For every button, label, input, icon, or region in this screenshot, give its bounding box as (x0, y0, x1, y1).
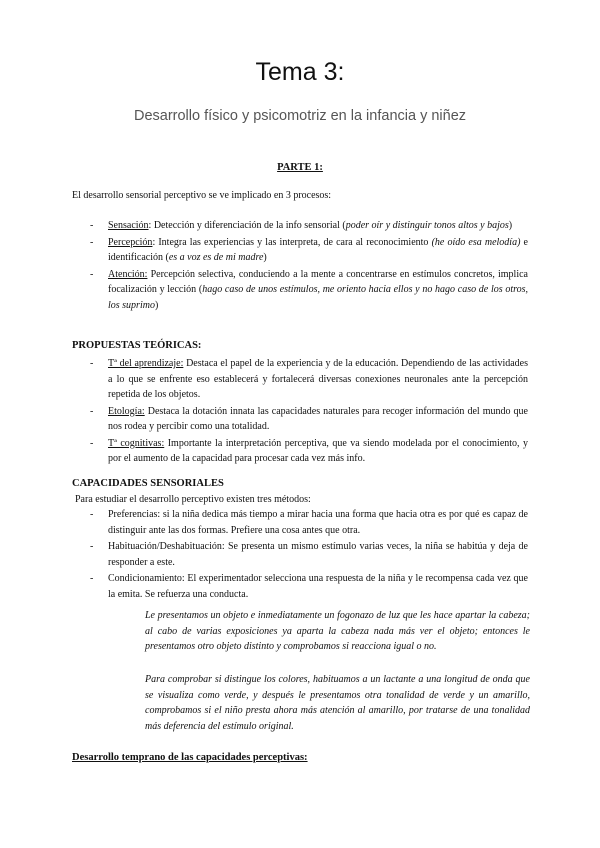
item-close: ) (263, 252, 267, 263)
item-term: Tª cognitivas: (108, 437, 165, 449)
item-term: Sensación (108, 220, 149, 231)
item-example: hago caso de unos estímulos, me oriento hacia ellos y no hago caso de los otros, los suprimo (108, 284, 529, 311)
item-example: es a voz es de mi madre (168, 252, 264, 263)
capacidades-intro: Para estudiar el desarrollo perceptivo existen tres métodos: (75, 494, 311, 505)
item-close: ) (508, 220, 513, 231)
capacidades-list (108, 507, 528, 603)
item-term: Tª del aprendizaje: (108, 358, 184, 369)
parte1-heading: PARTE 1: (277, 162, 323, 173)
document-subtitle: Desarrollo físico y psicomotriz en la infancia y niñez (133, 108, 467, 124)
item-text: Destaca el papel de la experiencia y de la educación. Dependiendo de las actividades a lo que se enfrente eso establecerá y fortalecerá diversas conexiones neuronales ante la percepción repetida de los objetos. (108, 358, 528, 400)
list-item: - Preferencias: si la niña dedica más tiempo a mirar hacia una forma que hacia otra es por qué es capaz de distinguir ante las dos formas. Prefiere una cosa antes que otra. (108, 507, 528, 538)
item-term: Atención: (108, 268, 148, 280)
list-item (108, 404, 528, 435)
example-quote: Le presentamos un objeto e inmediatamente un fogonazo de luz que les hace apartar la cabeza; al cabo de varias exposiciones ya aparta la cabeza nada más ver el objeto; entonces le presentamos otro objeto distinto y comprobamos si reacciona igual o no. (145, 610, 530, 652)
item-example: (he oído esa melodía) (431, 236, 521, 248)
example-quote: Para comprobar si distingue los colores, habituamos a un lactante a una longitud de onda que se visualiza como verde, y después le presentamos otra tonalidad de verde y un amarillo, comprobamos si el niño presta ahora más atención al amarillo, por tratarse de una tonalidad más deferencia del estímulo original. (145, 674, 530, 732)
list-item: - Habituación/Deshabituación: Se presenta un mismo estímulo varias veces, la niña se habitúa y deja de responder a este. (108, 539, 528, 570)
list-item (108, 436, 528, 467)
list-item: - Condicionamiento: El experimentador selecciona una respuesta de la niña y le recompensa cada vez que la emita. Se refuerza una conducta. (108, 571, 528, 602)
list-item (108, 356, 528, 403)
item-example: poder oír y distinguir tonos altos y bajos (345, 220, 509, 231)
item-term: Percepción (108, 236, 153, 248)
item-close: ) (154, 299, 159, 311)
item-text: e identificación ( (108, 236, 528, 263)
parte1-list (108, 218, 528, 314)
capacidades-heading: CAPACIDADES SENSORIALES (72, 478, 224, 489)
list-item (108, 267, 528, 314)
item-term: Etología: (108, 405, 145, 417)
propuestas-list (108, 356, 528, 468)
item-text: : Detección y diferenciación de la info sensorial ( (148, 220, 346, 231)
item-text: Percepción selectiva, conduciendo a la mente a concentrarse en estímulos concretos, implica focalización y lección ( (108, 268, 528, 295)
parte1-intro: El desarrollo sensorial perceptivo se ve implicado en 3 procesos: (72, 190, 332, 201)
list-item (108, 235, 528, 266)
list-item (108, 218, 528, 234)
propuestas-heading: PROPUESTAS TEÓRICAS: (72, 340, 202, 351)
desarrollo-heading: Desarrollo temprano de las capacidades perceptivas: (72, 752, 308, 763)
item-text: Destaca la dotación innata las capacidades naturales para recoger información del mundo que nos rodea y percibir como una totalidad. (108, 405, 528, 432)
document-title: Tema 3: (255, 58, 345, 86)
item-text: Importante la interpretación perceptiva, que va siendo modelada por el conocimiento, y por el aumento de la capacidad para procesar cada vez más info. (108, 437, 529, 464)
item-text: : Integra las experiencias y las interpreta, de cara al reconocimiento (152, 236, 432, 248)
